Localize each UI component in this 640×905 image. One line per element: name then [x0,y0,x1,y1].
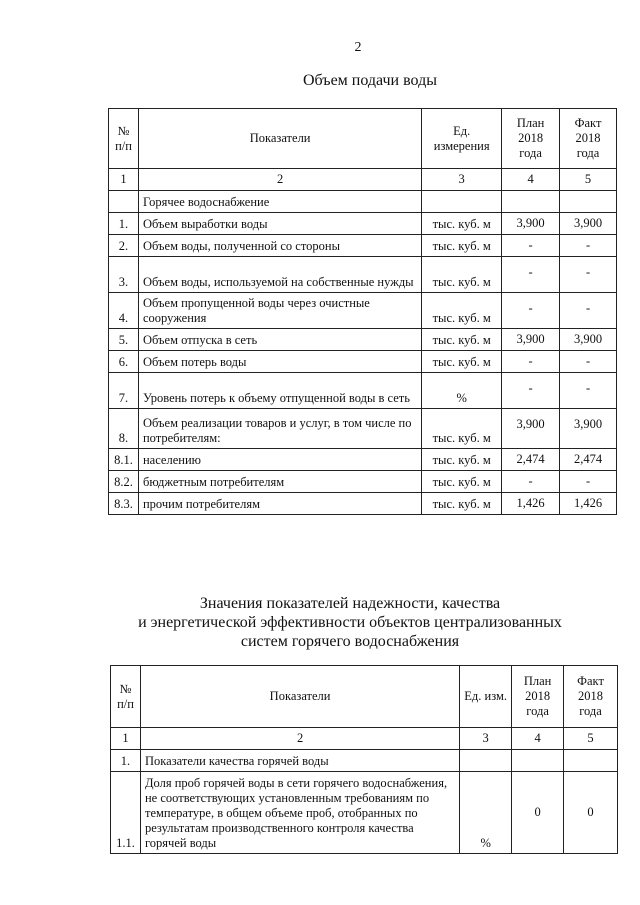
row-unit: тыс. куб. м [422,409,502,449]
row-number: 8.3. [109,493,139,515]
row-number: 5. [109,329,139,351]
header-unit: Ед. изм. [460,666,512,728]
water-supply-table [108,108,617,515]
row-unit [460,750,512,772]
column-numbering-row [111,728,618,750]
row-plan: - [502,293,560,329]
table-row [109,373,617,409]
row-plan: 0 [512,772,564,854]
row-fact: 2,474 [560,449,617,471]
row-fact: - [560,373,617,409]
row-number: 4. [109,293,139,329]
table-row [109,409,617,449]
row-plan: 1,426 [502,493,560,515]
row-unit: тыс. куб. м [422,351,502,373]
table-row [109,257,617,293]
column-number: 4 [512,728,564,750]
row-number: 7. [109,373,139,409]
row-fact: - [560,235,617,257]
table1-header-row [109,109,617,169]
row-unit: % [460,772,512,854]
row-unit: тыс. куб. м [422,257,502,293]
empty-cell [560,191,617,213]
column-numbering-row [109,169,617,191]
row-unit: тыс. куб. м [422,493,502,515]
row-number: 8. [109,409,139,449]
table-row [111,772,618,854]
table-row [109,213,617,235]
table2-header-row [111,666,618,728]
header-unit: Ед. измерения [422,109,502,169]
row-plan: - [502,373,560,409]
row-fact: - [560,293,617,329]
row-number: 1. [111,750,141,772]
row-indicator: Показатели качества горячей воды [140,750,459,772]
row-fact: 3,900 [560,409,617,449]
page-number: 2 [354,40,362,55]
empty-cell [109,191,139,213]
row-number: 1.1. [111,772,141,854]
table-row [109,471,617,493]
row-indicator: Объем выработки воды [138,213,421,235]
header-indicator: Показатели [138,109,421,169]
table-row [109,493,617,515]
row-plan [512,750,564,772]
column-number: 4 [502,169,560,191]
row-fact: - [560,351,617,373]
row-indicator: Объем потерь воды [138,351,421,373]
row-plan: 3,900 [502,213,560,235]
row-indicator: Объем отпуска в сеть [138,329,421,351]
header-no: № п/п [109,109,139,169]
table-row [109,351,617,373]
table-row [109,293,617,329]
row-indicator: Уровень потерь к объему отпущенной воды в сеть [138,373,421,409]
row-unit: % [422,373,502,409]
row-unit: тыс. куб. м [422,213,502,235]
row-plan: 2,474 [502,449,560,471]
column-number: 3 [422,169,502,191]
column-number: 2 [138,169,421,191]
row-fact: 3,900 [560,329,617,351]
column-number: 1 [109,169,139,191]
header-no: № п/п [111,666,141,728]
column-number: 5 [560,169,617,191]
quality-indicators-table [110,665,618,854]
table-row [109,235,617,257]
row-number: 2. [109,235,139,257]
row-indicator: Объем реализации товаров и услуг, в том числе по потребителям: [138,409,421,449]
row-number: 1. [109,213,139,235]
row-plan: - [502,235,560,257]
section-label: Горячее водоснабжение [138,191,421,213]
row-indicator: населению [138,449,421,471]
row-fact: 3,900 [560,213,617,235]
row-fact: 1,426 [560,493,617,515]
table2-title: Значения показателей надежности, качества и энергетической эффективности объектов централизованных систем горячего водоснабжения [138,595,562,650]
column-number: 2 [140,728,459,750]
row-unit: тыс. куб. м [422,449,502,471]
row-plan: - [502,471,560,493]
column-number: 3 [460,728,512,750]
section-row [109,191,617,213]
header-indicator: Показатели [140,666,459,728]
header-fact: Факт 2018 года [560,109,617,169]
row-indicator: Объем пропущенной воды через очистные сооружения [138,293,421,329]
row-fact: - [560,257,617,293]
row-fact: - [560,471,617,493]
row-plan: - [502,351,560,373]
row-unit: тыс. куб. м [422,471,502,493]
row-indicator: Объем воды, используемой на собственные нужды [138,257,421,293]
table-row [109,329,617,351]
empty-cell [502,191,560,213]
row-number: 8.1. [109,449,139,471]
row-plan: - [502,257,560,293]
row-indicator: Доля проб горячей воды в сети горячего водоснабжения, не соответствующих установленным требованиям по температуре, в общем объеме проб, отобранных по результатам производственного контроля качества горячей воды [140,772,459,854]
row-unit: тыс. куб. м [422,235,502,257]
row-unit: тыс. куб. м [422,293,502,329]
table-row [111,750,618,772]
column-number: 5 [564,728,618,750]
table-row [109,449,617,471]
table1-title: Объем подачи воды [303,72,437,89]
row-unit: тыс. куб. м [422,329,502,351]
header-plan: План 2018 года [512,666,564,728]
row-fact: 0 [564,772,618,854]
empty-cell [422,191,502,213]
row-indicator: прочим потребителям [138,493,421,515]
row-number: 3. [109,257,139,293]
row-number: 6. [109,351,139,373]
column-number: 1 [111,728,141,750]
row-indicator: бюджетным потребителям [138,471,421,493]
row-number: 8.2. [109,471,139,493]
row-fact [564,750,618,772]
row-plan: 3,900 [502,409,560,449]
row-indicator: Объем воды, полученной со стороны [138,235,421,257]
header-plan: План 2018 года [502,109,560,169]
header-fact: Факт 2018 года [564,666,618,728]
row-plan: 3,900 [502,329,560,351]
